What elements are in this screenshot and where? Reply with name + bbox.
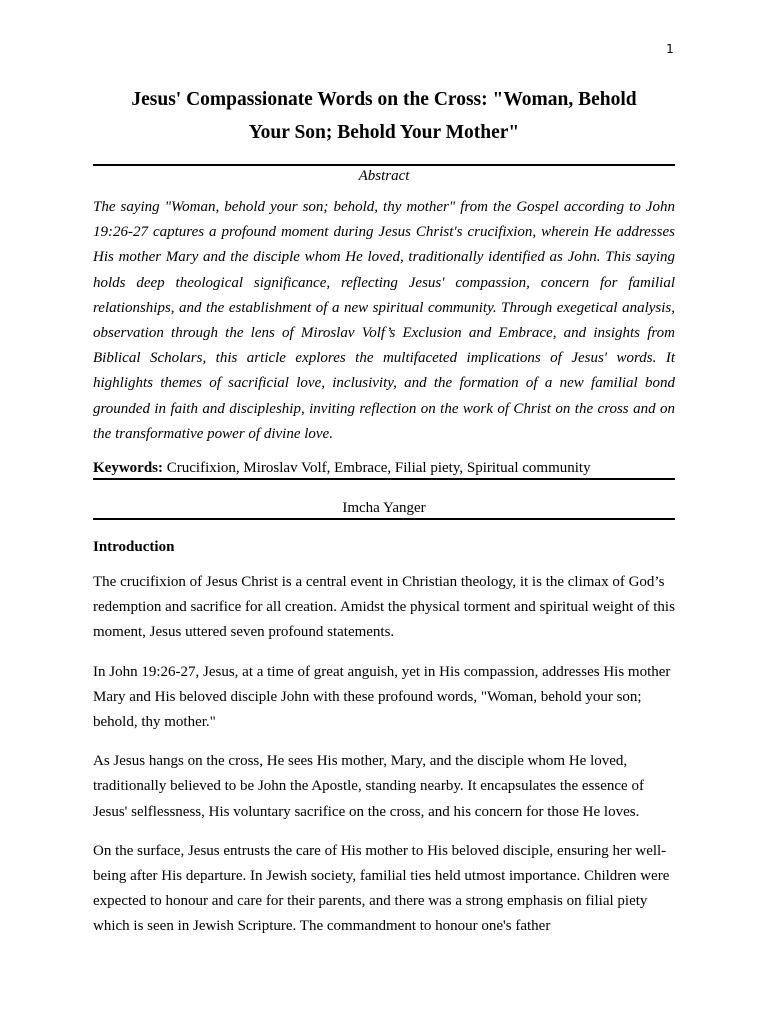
divider-after-author <box>93 518 675 520</box>
divider-top <box>93 164 675 166</box>
intro-paragraph-3: As Jesus hangs on the cross, He sees His mother, Mary, and the disciple whom He loved, traditionally believed to be John the Apostle, standing nearby. It encapsulates the essence of Jesus' selflessness, His voluntary sacrifice on the cross, and his concern for those He loves. <box>93 753 644 820</box>
title-line-2: Your Son; Behold Your Mother" <box>248 122 520 143</box>
introduction-heading: Introduction <box>93 539 175 556</box>
title-line-1: Jesus' Compassionate Words on the Cross: "Woman, Behold <box>131 89 637 110</box>
keywords-line <box>93 459 675 477</box>
page-number: 1 <box>666 42 674 56</box>
intro-paragraph-2: In John 19:26-27, Jesus, at a time of great anguish, yet in His compassion, addresses His mother Mary and His beloved disciple John with these profound words, "Woman, behold your son; behold, thy mother." <box>93 663 671 731</box>
intro-paragraph-1: The crucifixion of Jesus Christ is a central event in Christian theology, it is the climax of God’s redemption and sacrifice for all creation. Amidst the physical torment and spiritual weight of this moment, Jesus uttered seven profound statements. <box>93 574 675 641</box>
article-title <box>93 83 675 149</box>
abstract-text: The saying "Woman, behold your son; behold, thy mother" from the Gospel according to John 19:26-27 captures a profound moment during Jesus Christ's crucifixion, wherein He addresses His mother Mary and the disciple whom He loved, traditionally identified as John. This saying holds deep theological significance, reflecting Jesus' compassion, concern for familial relationships, and the establishment of a new spiritual community. Through exegetical analysis, observation through the lens of Miroslav Volf’s Exclusion and Embrace, and insights from Biblical Scholars, this article explores the multifaceted implications of Jesus' words. It highlights themes of sacrificial love, inclusivity, and the formation of a new familial bond grounded in faith and discipleship, inviting reflection on the work of Christ on the cross and on the transformative power of divine love. <box>93 199 675 442</box>
intro-paragraph-4: On the surface, Jesus entrusts the care of His mother to His beloved disciple, ensuring her well-being after His departure. In Jewish society, familial ties held utmost importance. Children were expected to honour and care for their parents, and there was a strong emphasis on filial piety which is seen in Jewish Scripture. The commandment to honour one's father <box>93 842 670 935</box>
document-body <box>93 83 675 940</box>
keywords-label: Keywords: <box>93 460 163 477</box>
abstract-heading: Abstract <box>358 168 410 184</box>
keywords-text: Crucifixion, Miroslav Volf, Embrace, Filial piety, Spiritual community <box>163 460 591 477</box>
divider-after-keywords <box>93 478 675 480</box>
author-name: Imcha Yanger <box>342 500 426 517</box>
